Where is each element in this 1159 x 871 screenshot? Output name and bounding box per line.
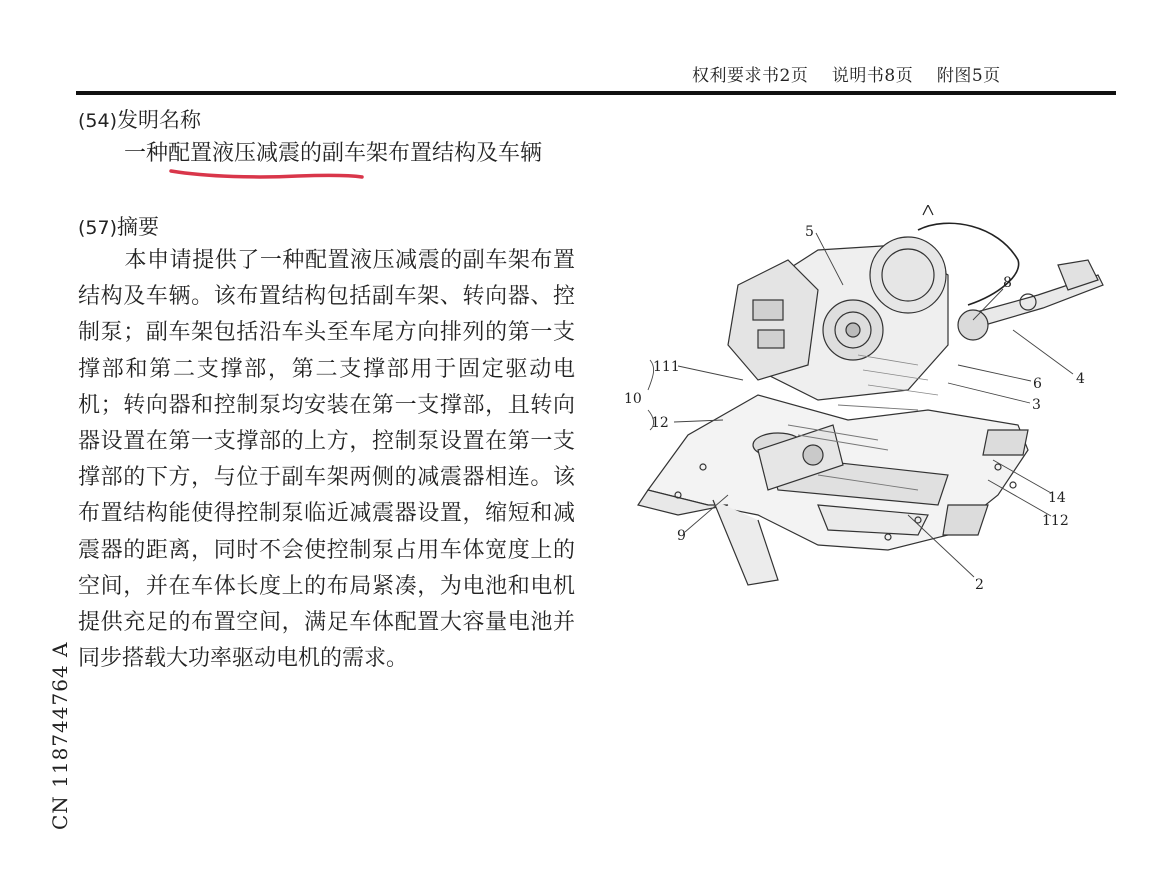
section-54-label: 发明名称 <box>117 108 202 132</box>
page-count-header: 权利要求书2页 说明书8页 附图5页 <box>692 66 1001 86</box>
callout-9: 9 <box>677 528 686 544</box>
header-divider <box>76 91 1116 95</box>
publication-number-vertical: CN 118744764 A <box>48 641 72 830</box>
section-54-heading <box>78 104 201 134</box>
callout-10: 10 <box>624 391 642 407</box>
callout-12: 12 <box>651 415 669 431</box>
callout-6: 6 <box>1033 376 1042 392</box>
abstract-text: 本申请提供了一种配置液压减震的副车架布置结构及车辆。该布置结构包括副车架、转向器、控制泵；副车架包括沿车头至车尾方向排列的第一支撑部和第二支撑部，第二支撑部用于固定驱动电机；转向器和控制泵均安装在第一支撑部，且转向器设置在第一支撑部的上方，控制泵设置在第一支撑部的下方，与位于副车架两侧的减震器相连。该布置结构能使得控制泵临近减震器设置，缩短和减震器的距离，同时不会使控制泵占用车体宽度上的空间，并在车体长度上的布局紧凑，为电池和电机提供充足的布置空间，满足车体配置大容量电池并同步搭载大功率驱动电机的需求。 <box>78 248 575 672</box>
section-57-code: (57) <box>78 217 118 239</box>
callout-5: 5 <box>805 224 814 240</box>
section-57-heading <box>78 211 159 241</box>
callout-112: 112 <box>1042 513 1069 529</box>
subframe-illustration <box>638 205 1103 585</box>
callout-3: 3 <box>1032 397 1041 413</box>
abstract-text-block <box>78 243 575 677</box>
section-54-code: (54) <box>78 110 118 132</box>
callout-14: 14 <box>1048 490 1066 506</box>
callout-2: 2 <box>975 577 984 593</box>
invention-title: 一种配置液压减震的副车架布置结构及车辆 <box>124 141 543 166</box>
red-underline-annotation <box>168 163 368 183</box>
callout-111: 111 <box>653 359 680 375</box>
callout-4: 4 <box>1076 371 1085 387</box>
section-57-label: 摘要 <box>117 215 160 239</box>
subframe-drawing <box>618 205 1108 605</box>
callout-8: 8 <box>1003 275 1012 291</box>
